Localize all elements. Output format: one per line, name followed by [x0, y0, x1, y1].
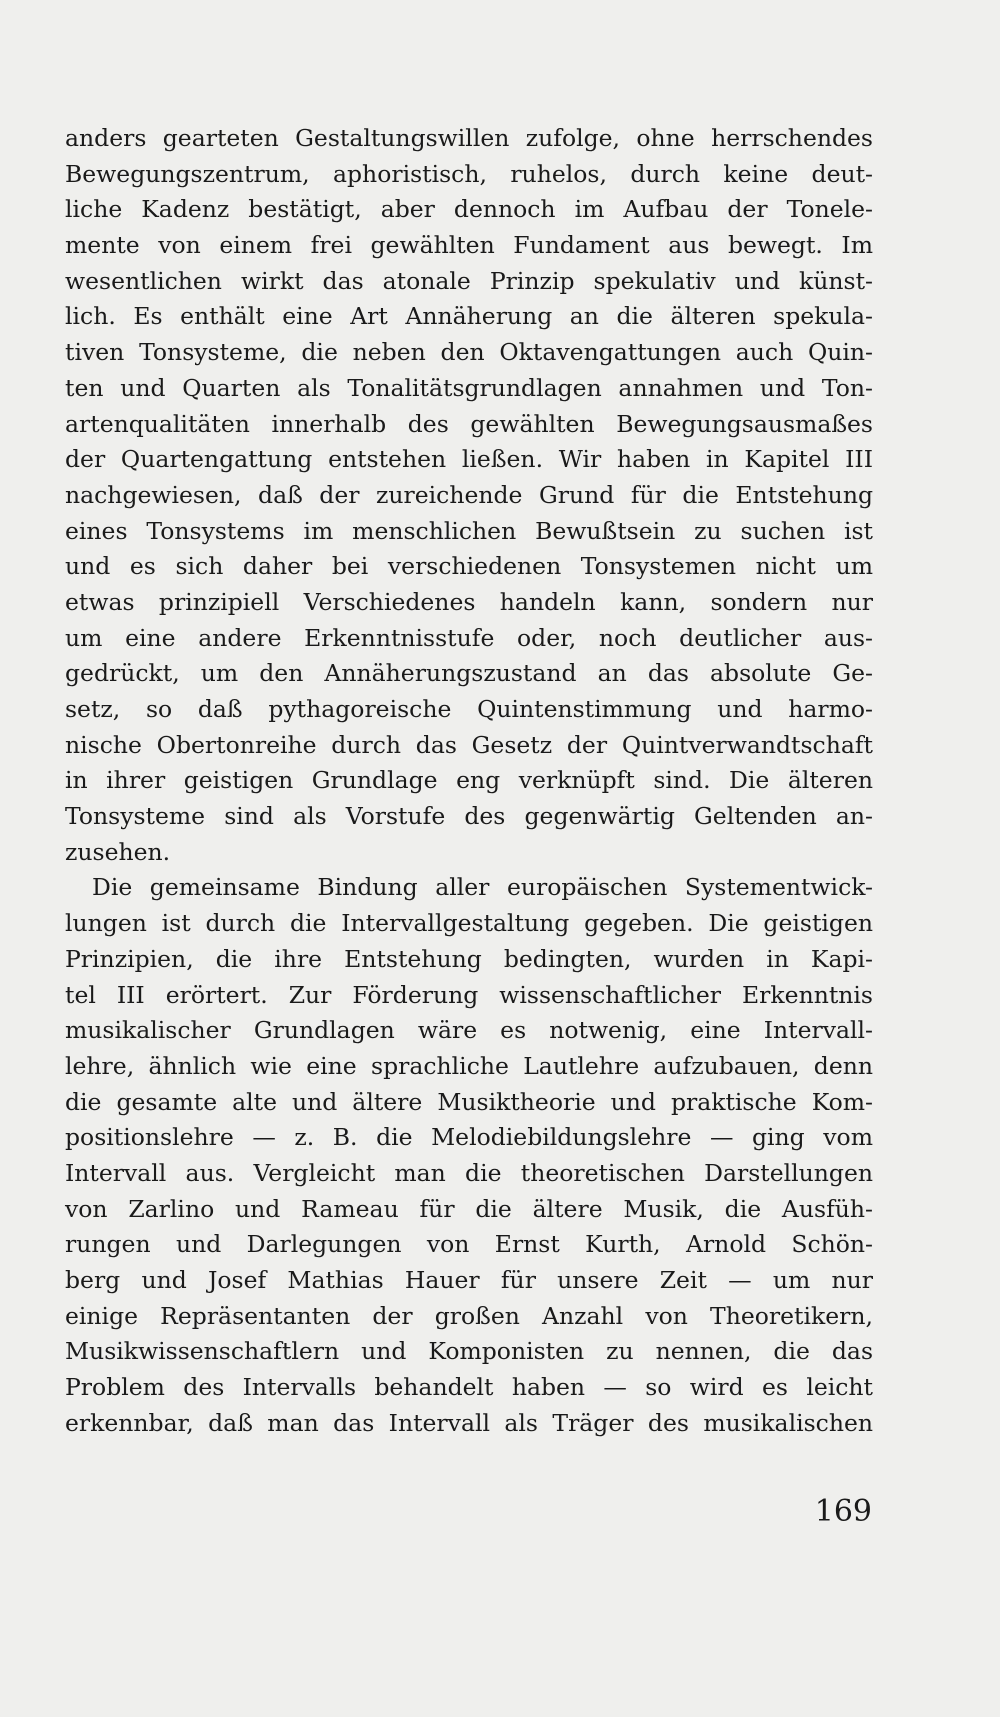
text-line: um eine andere Erkenntnisstufe oder, noch deutlicher aus-: [65, 623, 873, 652]
text-line: Prinzipien, die ihre Entstehung bedingten, wurden in Kapi-: [65, 944, 873, 973]
text-line: Tonsysteme sind als Vorstufe des gegenwärtig Geltenden an-: [65, 802, 873, 831]
text-line: einige Repräsentanten der großen Anzahl von Theoretikern,: [65, 1301, 873, 1330]
text-line: Bewegungszentrum, aphoristisch, ruhelos, durch keine deut-: [65, 159, 873, 188]
text-line: Die gemeinsame Bindung aller europäischen Systementwick-: [92, 873, 873, 902]
text-line: und es sich daher bei verschiedenen Tonsystemen nicht um: [65, 552, 873, 581]
page-number: 169: [814, 1494, 872, 1529]
text-line: wesentlichen wirkt das atonale Prinzip spekulativ und künst-: [65, 266, 873, 295]
paragraph: [65, 121, 873, 870]
text-line: berg und Josef Mathias Hauer für unsere Zeit — um nur: [65, 1266, 873, 1294]
text-line: artenqualitäten innerhalb des gewählten Bewegungsausmaßes: [65, 409, 873, 438]
text-line: die gesamte alte und ältere Musiktheorie und praktische Kom-: [65, 1087, 873, 1116]
text-line: tiven Tonsysteme, die neben den Oktavengattungen auch Quin-: [65, 338, 873, 367]
text-line: gedrückt, um den Annäherungszustand an das absolute Ge-: [65, 659, 873, 688]
text-line: setz, so daß pythagoreische Quintenstimmung und harmo-: [65, 695, 873, 723]
text-line: nische Obertonreihe durch das Gesetz der Quintverwandtschaft: [65, 730, 873, 759]
text-line: Intervall aus. Vergleicht man die theoretischen Darstellungen: [65, 1158, 873, 1187]
text-line: lungen ist durch die Intervallgestaltung gegeben. Die geistigen: [65, 909, 873, 938]
text-line: positionslehre — z. B. die Melodiebildungslehre — ging vom: [65, 1123, 873, 1152]
text-line: der Quartengattung entstehen ließen. Wir haben in Kapitel III: [65, 445, 873, 474]
text-line: Problem des Intervalls behandelt haben — so wird es leicht: [65, 1373, 873, 1402]
text-line: liche Kadenz bestätigt, aber dennoch im Aufbau der Tonele-: [65, 195, 873, 224]
text-line: ten und Quarten als Tonalitätsgrundlagen annahmen und Ton-: [65, 373, 873, 402]
text-line: nachgewiesen, daß der zureichende Grund für die Entstehung: [65, 480, 873, 509]
text-line: lehre, ähnlich wie eine sprachliche Lautlehre aufzubauen, denn: [65, 1051, 873, 1080]
text-line: in ihrer geistigen Grundlage eng verknüpft sind. Die älteren: [65, 766, 873, 795]
text-line: zusehen.: [65, 837, 171, 866]
text-line: tel III erörtert. Zur Förderung wissenschaftlicher Erkenntnis: [65, 980, 873, 1009]
text-line: etwas prinzipiell Verschiedenes handeln kann, sondern nur: [65, 587, 873, 616]
text-line: Musikwissenschaftlern und Komponisten zu nennen, die das: [65, 1337, 873, 1366]
text-line: von Zarlino und Rameau für die ältere Musik, die Ausfüh-: [65, 1194, 873, 1223]
text-line: anders gearteten Gestaltungswillen zufolge, ohne herrschendes: [65, 124, 873, 152]
paragraph: [65, 870, 873, 1441]
text-line: rungen und Darlegungen von Ernst Kurth, Arnold Schön-: [65, 1230, 873, 1259]
text-line: lich. Es enthält eine Art Annäherung an die älteren spekula-: [65, 302, 873, 331]
text-line: mente von einem frei gewählten Fundament aus bewegt. Im: [65, 231, 873, 260]
body-text: [65, 121, 873, 1441]
text-line: eines Tonsystems im menschlichen Bewußtsein zu suchen ist: [65, 516, 873, 545]
text-line: erkennbar, daß man das Intervall als Träger des musikalischen: [65, 1408, 873, 1437]
text-line: musikalischer Grundlagen wäre es notwenig, eine Intervall-: [65, 1016, 873, 1045]
